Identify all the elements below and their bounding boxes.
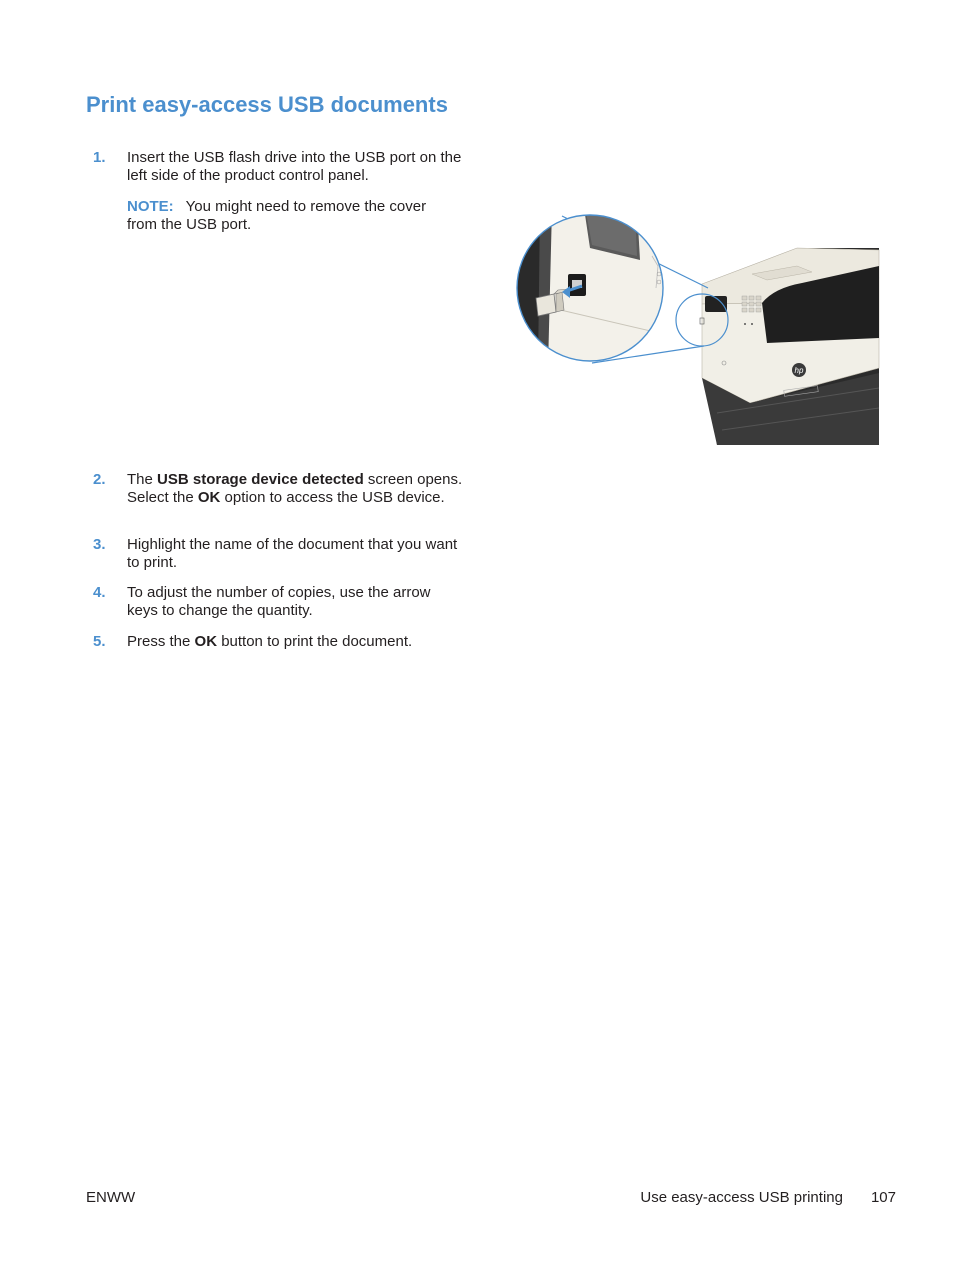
screen-name: USB storage device detected <box>157 471 364 488</box>
note-label: NOTE: <box>127 198 174 215</box>
step-2 <box>93 471 463 507</box>
footer-right <box>640 1189 896 1207</box>
svg-text:hp: hp <box>794 366 804 375</box>
footer-left: ENWW <box>86 1189 136 1206</box>
step-5 <box>93 633 463 651</box>
hp-logo <box>792 363 806 377</box>
step-number: 3. <box>93 536 106 553</box>
step-text: Highlight the name of the document that you want to print. <box>127 536 458 571</box>
footer-section: Use easy-access USB printing <box>640 1189 843 1206</box>
step-4 <box>93 584 463 620</box>
ok-option: OK <box>197 489 221 506</box>
step-text: Insert the USB flash drive into the USB port on the left side of the product control panel. <box>127 149 462 184</box>
printer-body <box>702 248 879 445</box>
step-text: To adjust the number of copies, use the arrow keys to change the quantity. <box>127 584 431 619</box>
step-number: 1. <box>93 149 106 166</box>
step-1 <box>93 149 463 185</box>
ok-button-label: OK <box>194 633 218 650</box>
step-number: 5. <box>93 633 106 650</box>
page-title: Print easy-access USB documents <box>86 92 448 117</box>
step-3 <box>93 536 463 572</box>
zoom-detail <box>512 208 672 368</box>
page-number: 107 <box>870 1189 896 1206</box>
note <box>127 198 457 234</box>
step-text: Press the OK button to print the document. <box>127 633 413 650</box>
step-number: 2. <box>93 471 106 488</box>
printer-usb-illustration <box>512 208 882 448</box>
step-number: 4. <box>93 584 106 601</box>
note-text: You might need to remove the cover from the USB port. <box>127 198 427 233</box>
step-text: The USB storage device detected screen opens. Select the OK option to access the USB device. <box>127 471 463 506</box>
